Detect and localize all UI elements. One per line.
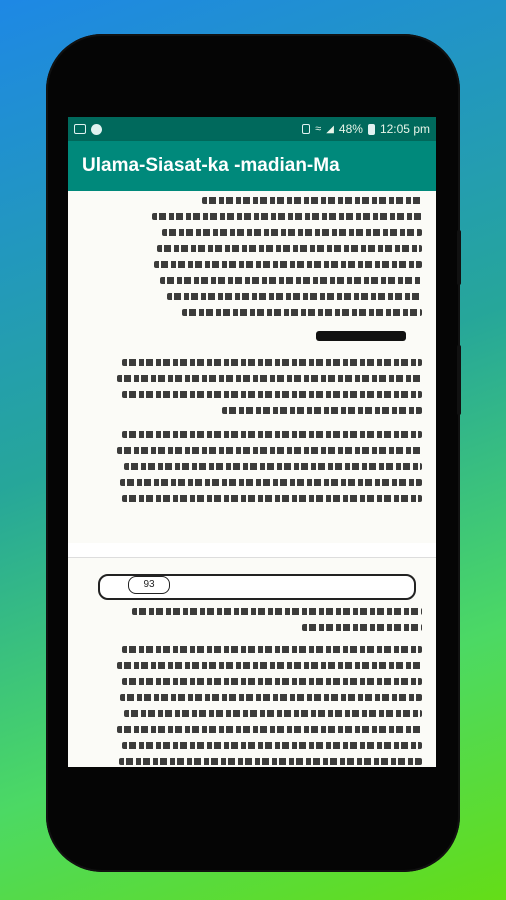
text-line	[160, 277, 422, 284]
text-line	[119, 758, 422, 765]
text-line	[167, 293, 422, 300]
section-heading	[316, 331, 406, 341]
text-line	[122, 431, 422, 438]
text-line	[117, 375, 422, 382]
text-line	[117, 447, 422, 454]
wifi-icon: ≈	[315, 123, 322, 135]
signal-icon: ◢	[326, 123, 334, 135]
text-line	[120, 479, 422, 486]
book-page-2	[68, 557, 436, 767]
text-line	[302, 624, 422, 631]
volume-button	[457, 345, 461, 415]
text-line	[182, 309, 422, 316]
text-line	[120, 694, 422, 701]
book-viewer[interactable]	[68, 191, 436, 767]
battery-percent: 48%	[338, 122, 363, 136]
text-line	[162, 229, 422, 236]
app-bar	[68, 141, 436, 191]
text-line	[117, 726, 422, 733]
image-icon	[74, 124, 86, 134]
book-page-1	[68, 191, 436, 543]
text-line	[122, 646, 422, 653]
text-line	[122, 391, 422, 398]
text-line	[117, 662, 422, 669]
status-bar	[68, 117, 436, 141]
text-line	[154, 261, 422, 268]
power-button	[457, 230, 461, 285]
vibrate-icon	[302, 124, 310, 134]
text-line	[122, 742, 422, 749]
page-number: 93	[128, 576, 170, 594]
text-line	[124, 710, 422, 717]
text-line	[122, 359, 422, 366]
app-title: Ulama-Siasat-ka -madian-Ma	[82, 155, 340, 176]
text-line	[122, 678, 422, 685]
app-notification-icon	[91, 124, 102, 135]
phone-screen	[68, 117, 436, 767]
text-line	[202, 197, 422, 204]
text-line	[132, 608, 422, 615]
clock: 12:05 pm	[379, 122, 430, 136]
battery-icon	[368, 124, 375, 135]
text-line	[152, 213, 422, 220]
text-line	[122, 495, 422, 502]
text-line	[222, 407, 422, 414]
text-line	[124, 463, 422, 470]
text-line	[157, 245, 422, 252]
